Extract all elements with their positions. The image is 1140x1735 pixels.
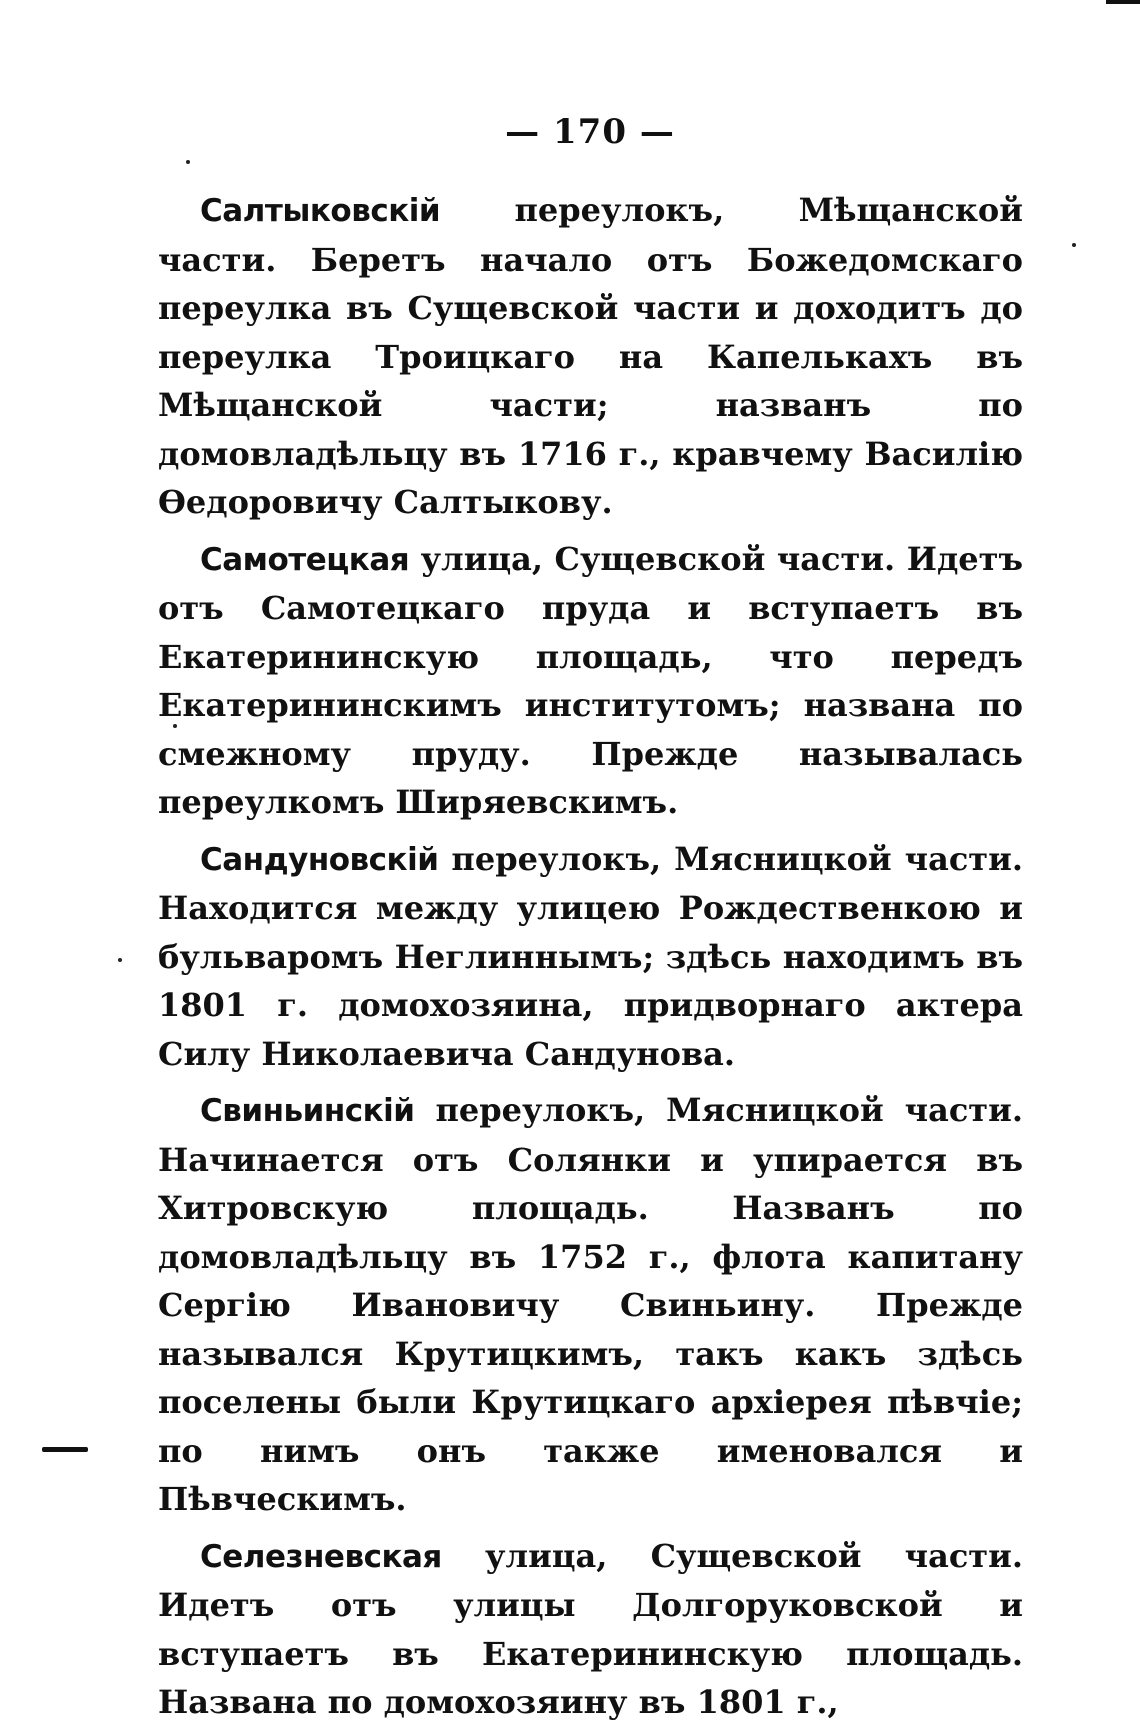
entry-term: Свиньинскій bbox=[200, 1093, 415, 1129]
entry-term: Селезневская bbox=[200, 1538, 442, 1575]
page-number: — 170 — bbox=[505, 112, 675, 152]
print-speck bbox=[186, 160, 190, 164]
entry-text: улица, Сущевской части. Идетъ отъ Самотецкаго пруда и вступаетъ въ Екатерининскую площадь, что передъ Екатерининскимъ институтомъ; названа по смежному пруду. Прежде называлась переулкомъ Ширяевскимъ. bbox=[158, 539, 1023, 821]
print-smudge-mark bbox=[42, 1447, 88, 1452]
entry-text: переулокъ, Мясницкой части. Начинается отъ Солянки и упирается въ Хитровскую площадь. Названъ по домовладѣльцу въ 1752 г., флота капитану Сергію Ивановичу Свиньину. Прежде назывался Крутицкимъ, такъ какъ здѣсь поселены были Крутицкаго архіерея пѣвчіе; по нимъ онъ также именовался и Пѣвческимъ. bbox=[158, 1091, 1023, 1518]
entry-text: переулокъ, Мѣщанской части. Беретъ начало отъ Божедомскаго переулка въ Сущевской части и доходитъ до переулка Троицкаго на Капелькахъ въ Мѣщанской части; названъ по домовладѣльцу въ 1716 г., кравчему Василію Ѳедоровичу Салтыкову. bbox=[158, 191, 1023, 521]
entry-text: улица, Сущевской части. Идетъ отъ улицы Долгоруковской и вступаетъ въ Екатерининскую площадь. Названа по домохозяину въ 1801 г., bbox=[158, 1536, 1023, 1721]
entry-samotetskaya bbox=[158, 535, 1023, 827]
print-speck bbox=[173, 724, 177, 728]
print-speck bbox=[118, 958, 122, 962]
entry-term: Самотецкая bbox=[200, 541, 410, 578]
corner-scan-mark bbox=[1106, 0, 1140, 16]
entry-sandunovsky bbox=[158, 835, 1023, 1079]
entry-term: Салтыковскій bbox=[200, 193, 441, 229]
print-speck bbox=[1072, 243, 1076, 247]
entry-text: переулокъ, Мясницкой части. Находится между улицею Рождественкою и бульваромъ Неглиннымъ; здѣсь находимъ въ 1801 г. домохозяина, придворнаго актера Силу Николаевича Сандунова. bbox=[158, 839, 1023, 1073]
document-body bbox=[158, 186, 1023, 1735]
entry-seleznevskaya bbox=[158, 1532, 1023, 1727]
entry-term: Сандуновскій bbox=[200, 841, 439, 878]
entry-svininsky bbox=[158, 1086, 1023, 1524]
entry-saltykovsky bbox=[158, 186, 1023, 527]
